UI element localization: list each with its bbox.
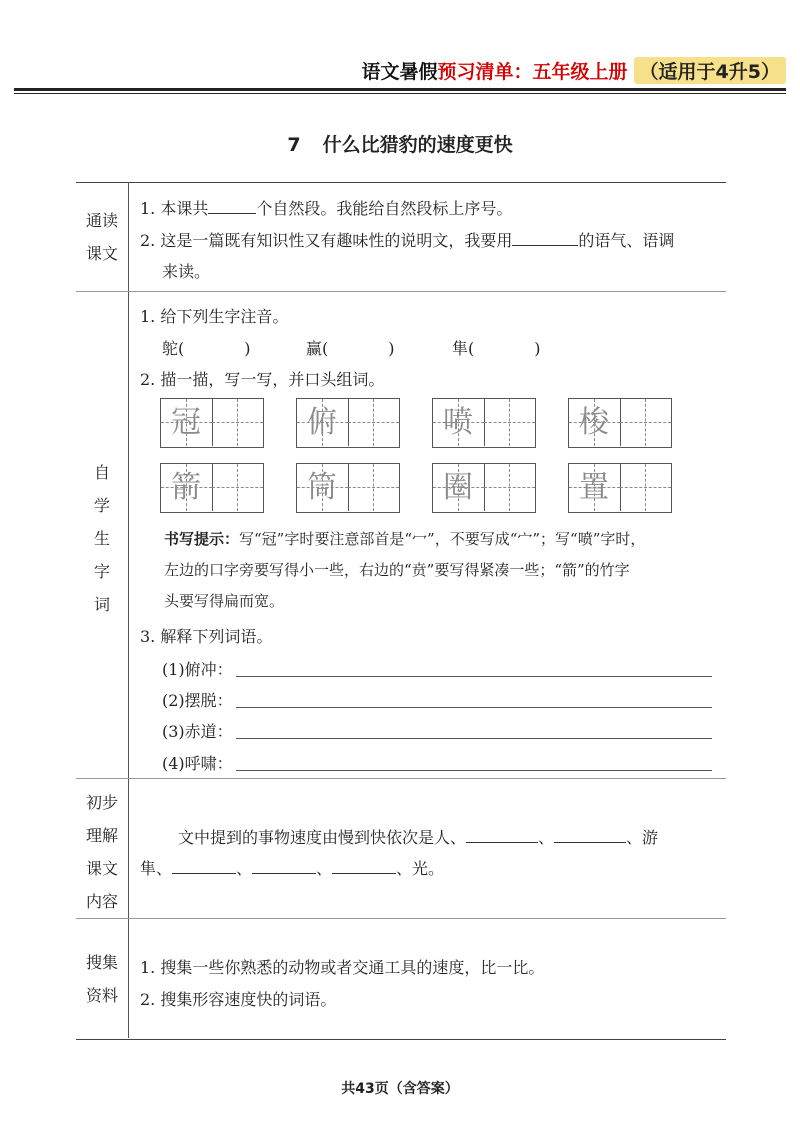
header-rule-thin — [14, 93, 786, 94]
speed-order-blank[interactable] — [252, 859, 316, 874]
writing-grid[interactable] — [432, 463, 536, 513]
trace-char: 喷 — [443, 405, 473, 440]
page-footer: 共43页（含答案） — [341, 1081, 459, 1097]
definition-label: (1)俯冲： — [162, 660, 233, 679]
pinyin-item: 赢( ) — [306, 339, 395, 358]
read-item-2-cont: 来读。 — [162, 262, 211, 281]
definition-label: (2)摆脱： — [162, 691, 233, 710]
read-item-2: 2. 这是一篇既有知识性又有趣味性的说明文，我要用 的语气、语调 — [140, 231, 675, 250]
understand-line-1: 文中提到的事物速度由慢到快依次是人、 、 、游 — [178, 828, 659, 847]
section-label-read: 通读 课文 — [85, 211, 118, 263]
section-label-understand: 初步 理解 课文 内容 — [85, 793, 118, 911]
lesson-name: 什么比猎豹的速度更快 — [322, 134, 513, 156]
header-series: 语文暑假 — [361, 60, 438, 83]
definition-label: (4)呼啸： — [162, 754, 233, 773]
speed-order-blank[interactable] — [332, 859, 396, 874]
paragraph-count-blank[interactable] — [208, 199, 256, 214]
definition-answer-line[interactable] — [236, 676, 712, 677]
section-label-words: 自 学 生 字 词 — [93, 463, 110, 614]
header-title: 预习清单：五年级上册 — [437, 60, 628, 83]
trace-char: 筒 — [307, 470, 337, 505]
words-q3: 3. 解释下列词语。 — [140, 627, 273, 646]
writing-grid[interactable] — [296, 463, 400, 513]
pinyin-input[interactable] — [184, 340, 244, 354]
pinyin-input[interactable] — [474, 340, 534, 354]
section-label-collect: 搜集 资料 — [85, 953, 118, 1005]
definition-answer-line[interactable] — [236, 707, 712, 708]
pinyin-item: 隼( ) — [452, 339, 541, 358]
collect-item-1: 1. 搜集一些你熟悉的动物或者交通工具的速度，比一比。 — [140, 958, 545, 977]
collect-item-2: 2. 搜集形容速度快的词语。 — [140, 990, 337, 1009]
writing-grid[interactable] — [160, 398, 264, 448]
row-divider — [76, 918, 726, 919]
tone-blank[interactable] — [512, 231, 578, 246]
trace-char: 箭 — [171, 470, 201, 505]
trace-char: 圈 — [443, 470, 473, 505]
lesson-number: 7 — [287, 134, 301, 156]
row-divider — [76, 291, 726, 292]
speed-order-blank[interactable] — [172, 859, 236, 874]
trace-char: 梭 — [579, 405, 609, 440]
words-q1: 1. 给下列生字注音。 — [140, 307, 289, 326]
row-divider — [76, 778, 726, 779]
writing-grid[interactable] — [568, 398, 672, 448]
header-grade-tag: （适用于4升5） — [634, 57, 786, 84]
speed-order-blank[interactable] — [466, 828, 538, 843]
speed-order-blank[interactable] — [554, 828, 626, 843]
writing-hint: 书写提示：写“冠”字时要注意部首是“冖”，不要写成“宀”；写“喷”字时， 左边的口字旁要写得小一些，右边的“贲”要写得紧凑一些；“箭”的竹字 头要写得扁而宽。 — [164, 530, 646, 610]
words-q2: 2. 描一描，写一写，并口头组词。 — [140, 370, 385, 389]
read-item-1: 1. 本课共 个自然段。我能给自然段标上序号。 — [140, 199, 513, 218]
header-rule-thick — [14, 88, 786, 91]
writing-grid[interactable] — [296, 398, 400, 448]
hint-label: 书写提示： — [164, 530, 240, 548]
definition-answer-line[interactable] — [236, 770, 712, 771]
definition-label: (3)赤道： — [162, 722, 233, 741]
page-header — [362, 55, 786, 85]
pinyin-input[interactable] — [328, 340, 388, 354]
pinyin-item: 鸵( ) — [162, 339, 251, 358]
writing-grid[interactable] — [160, 463, 264, 513]
writing-grid[interactable] — [568, 463, 672, 513]
label-column-divider — [128, 182, 129, 1038]
trace-char: 俯 — [307, 405, 337, 440]
definition-answer-line[interactable] — [236, 738, 712, 739]
writing-grid[interactable] — [432, 398, 536, 448]
trace-char: 冠 — [171, 405, 201, 440]
lesson-title — [0, 130, 800, 157]
understand-line-2: 隼、 、 、 、光。 — [140, 859, 445, 878]
trace-char: 置 — [579, 470, 609, 505]
